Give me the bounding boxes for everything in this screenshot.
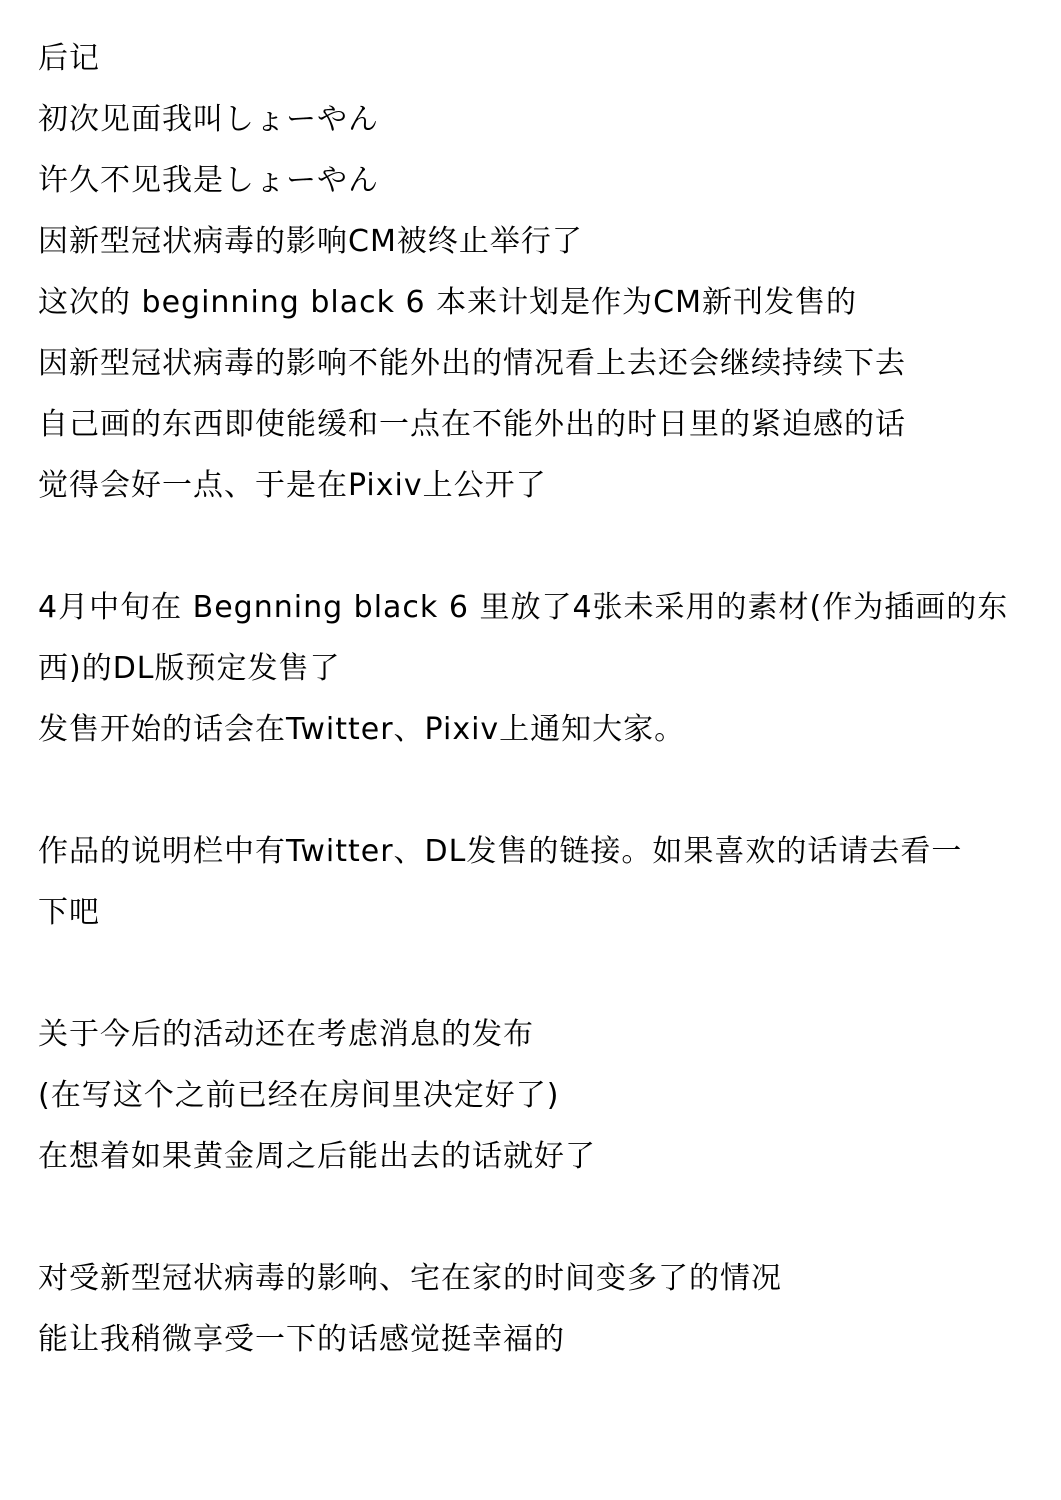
text-line: 因新型冠状病毒的影响CM被终止举行了 <box>38 224 583 259</box>
text-line: 对受新型冠状病毒的影响、宅在家的时间变多了的情况 <box>38 1261 782 1296</box>
paragraph-gap <box>38 943 1048 1004</box>
text-line: (在写这个之前已经在房间里决定好了) <box>38 1078 560 1113</box>
text-line: 觉得会好一点、于是在Pixiv上公开了 <box>38 468 547 503</box>
paragraph-gap <box>38 760 1048 821</box>
text-line-title: 后记 <box>38 41 100 76</box>
text-line: 西)的DL版预定发售了 <box>38 651 341 686</box>
paragraph-gap <box>38 1187 1048 1248</box>
text-line: 4月中旬在 Begnning black 6 里放了4张未采用的素材(作为插画的东 <box>38 590 1009 625</box>
text-line: 这次的 beginning black 6 本来计划是作为CM新刊发售的 <box>38 285 857 320</box>
afterword-text <box>38 28 1048 1370</box>
paragraph-gap <box>38 516 1048 577</box>
text-line: 作品的说明栏中有Twitter、DL发售的链接。如果喜欢的话请去看一 <box>38 834 963 869</box>
text-line: 发售开始的话会在Twitter、Pixiv上通知大家。 <box>38 712 686 747</box>
text-line: 能让我稍微享受一下的话感觉挺幸福的 <box>38 1322 565 1357</box>
text-line: 自己画的东西即使能缓和一点在不能外出的时日里的紧迫感的话 <box>38 407 906 442</box>
text-line: 在想着如果黄金周之后能出去的话就好了 <box>38 1139 596 1174</box>
text-line: 许久不见我是しょーやん <box>38 163 379 198</box>
text-line: 下吧 <box>38 895 100 930</box>
text-line: 关于今后的活动还在考虑消息的发布 <box>38 1017 534 1052</box>
text-line: 因新型冠状病毒的影响不能外出的情况看上去还会继续持续下去 <box>38 346 906 381</box>
text-line: 初次见面我叫しょーやん <box>38 102 379 137</box>
